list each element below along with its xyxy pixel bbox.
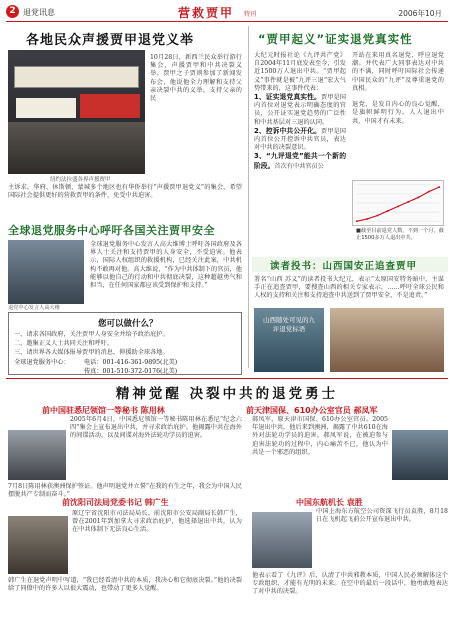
chart-point-4: [397, 205, 399, 207]
issue-label: 特刊: [244, 11, 257, 18]
chart-point-0: [356, 220, 358, 222]
han-portrait: [8, 516, 68, 574]
newspaper-title: 营救贾甲: [178, 6, 235, 20]
headline-authenticity: “贾甲起义”证实退党真实性: [258, 32, 413, 46]
bottom-divider: [6, 378, 448, 379]
profile-han-title: 前沈阳司法局党委书记 韩广生: [62, 498, 169, 507]
headline-brave-quitters: 精神觉醒 决裂中共的退党勇士: [115, 386, 339, 402]
rally-photo-caption: 纽约法拉盛各界声援贾甲: [50, 177, 111, 183]
chart-point-5: [407, 201, 409, 203]
rally-photo: [8, 50, 145, 174]
profile-yuan-text-cont: 他表示看了《九评》后，认清了中共邪教本质，中国人民必须解体这个专政组织，才能有光明的未来。在空中的最后一段话中，他勇敢地表达了对中共的决裂。: [252, 572, 448, 596]
spokesman-photo-caption: 退党中心发言人高大维: [8, 305, 60, 311]
profile-yuan-text: 中国上海东方航空公司资深飞行员袁胜，8月18日在飞机起飞前公开宣布退出中共。: [316, 508, 448, 524]
profile-han-text: 原辽宁省沈阳市司法局局长、前沈阳市公安局副局长韩广生，曾在2001年到加拿大寻求政治庇护，他选择退出中共，认为在中共体制下无法良心生活。: [72, 510, 242, 534]
action-item: 三、请世界各大媒体报导贾甲的消息，伸援助全球各地。: [14, 349, 169, 356]
profile-chen-title: 前中国驻悉尼领馆一等秘书 陈用林: [42, 406, 165, 415]
reader-letter-title: 读者投书：山西国安正追查贾甲: [270, 261, 418, 272]
chart-series-line: [357, 187, 439, 221]
action-item: 一、请求各国政府，关注贾甲人身安全并给予政治庇护。: [14, 331, 169, 338]
chart-point-2: [376, 215, 378, 217]
section-label: 退党讯息: [23, 8, 55, 17]
chart-point-6: [418, 196, 420, 198]
profile-hao-text: 郝凤军，原天津市国保、610办公室官员。2005年退出中共，他后来到澳洲，揭露了中共610在海外对法轮功学员的迫害。郝凤军说，在被迫参与迫害法轮功的过程中，内心痛苦不已，他认为中共是一个邪恶的组织。: [252, 416, 388, 456]
slogan-photo-text: 山西随处可见的九评退党标语: [263, 316, 315, 333]
chart-points: [356, 186, 440, 222]
slogan-wall-photo: [330, 308, 444, 372]
action-item: 二、邀集正义人士共同关注和呼吁。: [14, 340, 113, 347]
headline-main: 各地民众声援贾甲退党义举: [26, 33, 195, 48]
reader-letter-text: 署名“山西 苏义”的读者投书大纪元，表示“太原国安特务暗中，主谋手正在追查贾甲，要搜查山西的相关专家表示，……呼吁全球公民和人权的支持和关注和支持追查中共送到了贾甲安全，不是追责。”: [254, 276, 444, 300]
authenticity-col1: 大纪元时报社论《九评共产党》自2004年11月底发表至今，引发近1500万人退出中共。“贾甲起义”事件就是被“九评三退”宏大气势带来的，这事件代表： 1、证实退党真实性。贾甲是国内首位对退党表示明确态度的官员，公开证实退党趋势的广泛性和中共基层对三退的认同。 2、控诉中共公开化。贾甲是国内首位公开控诉中共官员，表达对中共的决裂意识。 3、“九评退党”能共一个新的阶段。首次有中共官员公: [254, 52, 346, 170]
issue-date: 2006年10月: [398, 9, 442, 18]
profile-hao-title: 前天津国保、610办公室官员 郝凤军: [246, 406, 378, 415]
article-service-center-text: 全球退党服务中心发言人高大维博士呼吁各国政府及各界人士关注和支持贾甲的人身安全，不受迫害。他表示，国际人权组织的救援机构，已经关注此案，中共机构不敢再对他。高大维说，“作为中共体制下的官员，他能够以他自己的行动和中共彻底决裂，这种超越勇气和担当，在任何国家都应该受到保护和支持。”: [90, 241, 242, 290]
chart-point-1: [366, 218, 368, 220]
chart-point-8: [438, 186, 440, 188]
chart-caption: ■截至目前退党人数，不到一个月，截止1500多万人退出中共。: [356, 228, 444, 241]
spokesman-photo: [8, 240, 84, 304]
hao-portrait: [392, 430, 448, 480]
contact-phone: 电话：001-416-361-9895(北美): [84, 359, 178, 366]
chen-portrait: [8, 430, 66, 480]
profile-chen-text-cont: 7月8日陈用林获澳洲保护签证。他声明退党并立誓“在我的有生之年，我会为中国人民摆脱共产专制而奋斗。”: [8, 483, 242, 499]
contact-label: 全球退党服务中心：: [14, 359, 70, 366]
chart-point-3: [387, 210, 389, 212]
chart-point-7: [428, 191, 430, 193]
authenticity-col2: 开站在来用真名退党，呼应退党潮。并代表广大同事表达对中共的不满，同时呼吁国际社会传递中国民众的“九评”及尊重退党的真相。 退党，是发自内心的良心觉醒，是旗帜鲜明行为。人人退出中共，中国才有未来。: [352, 52, 444, 125]
article-rally-text-cont: 主诉求。华府、休斯顿、蒙城多个地区也有华侨举行“声援贾甲退党义”的集会，希望国际社会提供更好的营救贾甲的条件，免受中共迫害。: [8, 184, 242, 200]
quit-party-chart: [352, 180, 444, 226]
article-rally-text: 10月28日，新西兰民众举行游行集会，声援贾甲和中共决裂义举。贾甲之子贾则参加了新闻发布会，他说他全力理解和支持父亲决裂中共的义举。支持父亲的民: [150, 54, 242, 103]
header-divider: [6, 21, 448, 22]
yuan-portrait: [252, 512, 312, 568]
action-box-title: 您可以做什么？: [98, 319, 158, 329]
profile-han-text-cont: 韩广生在退党声明中写道，“我已经看清中共的本质，我决心和它彻底决裂。”他的决裂给了同僚中的许多人以很大震动，也带动了更多人觉醒。: [8, 577, 242, 593]
profile-chen-text: 2005年6月4日，中国悉尼领馆一等秘书陈用林在悉尼“纪念六四”集会上宣布退出中共，并寻求政治庇护。他揭露中共在海外的间谍活动，以及间谍对海外法轮功学员的迫害。: [70, 416, 242, 440]
profile-yuan-title: 中国东航机长 袁胜: [296, 498, 363, 507]
contact-fax: 传真：001-510-372-0176(北美): [84, 368, 178, 375]
section-number-badge: 2: [6, 5, 19, 18]
column-divider: [248, 26, 249, 368]
chart-grid: [357, 185, 439, 221]
headline-service-center: 全球退党服务中心呼吁各国关注贾甲安全: [8, 224, 215, 237]
